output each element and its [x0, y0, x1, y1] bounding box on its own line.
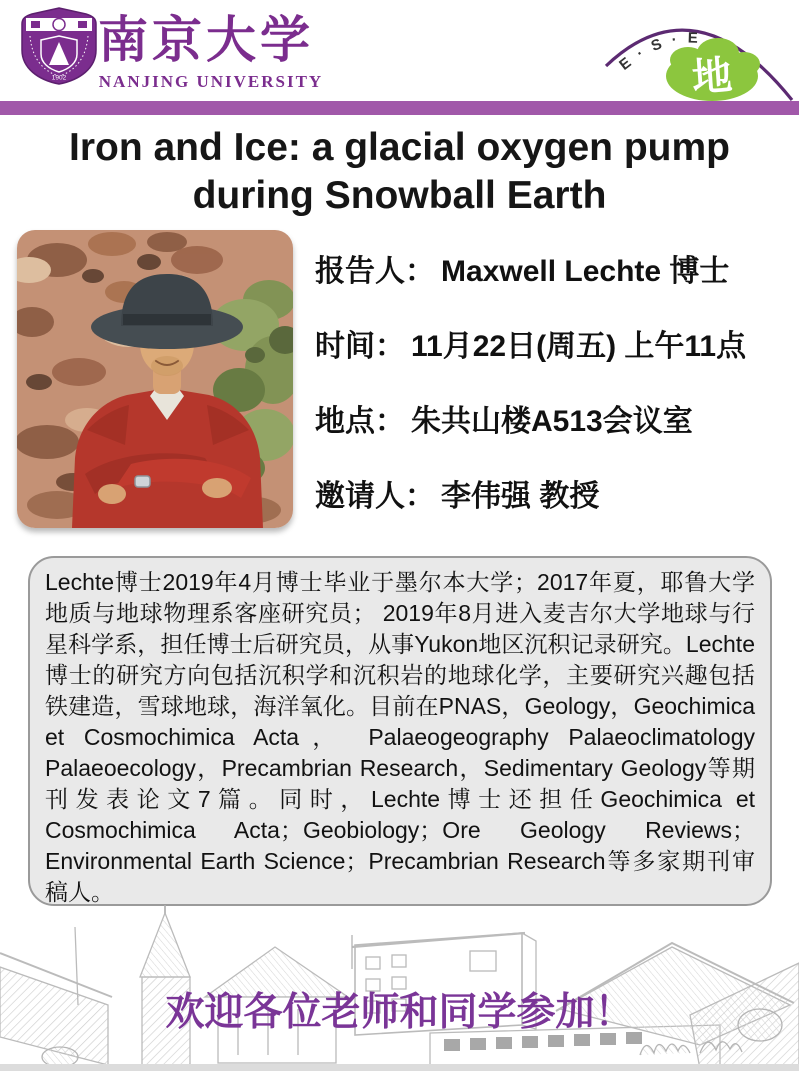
- seminar-title: [0, 124, 799, 220]
- venue-label: 地点：: [315, 405, 405, 438]
- speaker-bio: Lechte博士2019年4月博士毕业于墨尔本大学；2017年夏，耶鲁大学地质与地球物理系客座研究员； 2019年8月进入麦吉尔大学地球与行星科学系，担任博士后研究员，从事Yukon地区沉积记录研究。Lechte博士的研究方向包括沉积学和沉积岩的地球化学，主要研究兴趣包括铁建造，雪球地球，海洋氧化。目前在PNAS，Geology，Geochimica et Cosmochimica Acta， Palaeogeography Palaeoclimatology Palaeoecology，Precambrian Research，Sedimentary Geology等期刊发表论文7篇。同时，Lechte博士还担任Geochimica et Cosmochimica Acta；Geobiology；Ore Geology Reviews；Environmental Earth Science；Precambrian Research等多家期刊审稿人。: [45, 569, 755, 905]
- ese-school-logo: [600, 6, 799, 106]
- seminar-details: [315, 230, 793, 530]
- speaker-value: Maxwell Lechte 博士: [441, 255, 730, 288]
- time-value: 11月22日(周五) 上午11点: [411, 330, 747, 363]
- earth-glyph-icon: [666, 38, 760, 101]
- host-label: 邀请人：: [315, 480, 435, 513]
- svg-text:地: 地: [690, 53, 734, 101]
- welcome-message: 欢迎各位老师和同学参加！: [165, 991, 634, 1034]
- divider-bar: [0, 101, 799, 115]
- bio-box: [28, 556, 772, 906]
- detail-speaker: [315, 246, 729, 290]
- footer: [0, 905, 799, 1071]
- crest-year: 1902: [51, 74, 67, 82]
- speaker-label: 报告人：: [315, 255, 435, 288]
- watch: [135, 476, 150, 487]
- detail-venue: [315, 396, 693, 440]
- host-value: 李伟强 教授: [441, 480, 600, 513]
- speaker-photo-image: [17, 230, 293, 528]
- nju-name-en: NANJING UNIVERSITY: [98, 72, 324, 91]
- detail-time: [315, 321, 746, 365]
- detail-host: [315, 471, 599, 515]
- nju-calligraphy: 南京大学: [98, 11, 314, 69]
- venue-value: 朱共山楼A513会议室: [411, 405, 693, 438]
- bottom-strip: [0, 1064, 799, 1071]
- speaker-photo: [17, 230, 293, 528]
- ese-letters: E · S · E: [616, 29, 702, 74]
- nju-crest-icon: [18, 6, 100, 86]
- title-line-1: Iron and Ice: a glacial oxygen pump: [69, 126, 730, 169]
- time-label: 时间：: [315, 330, 405, 363]
- title-line-2: during Snowball Earth: [192, 174, 607, 217]
